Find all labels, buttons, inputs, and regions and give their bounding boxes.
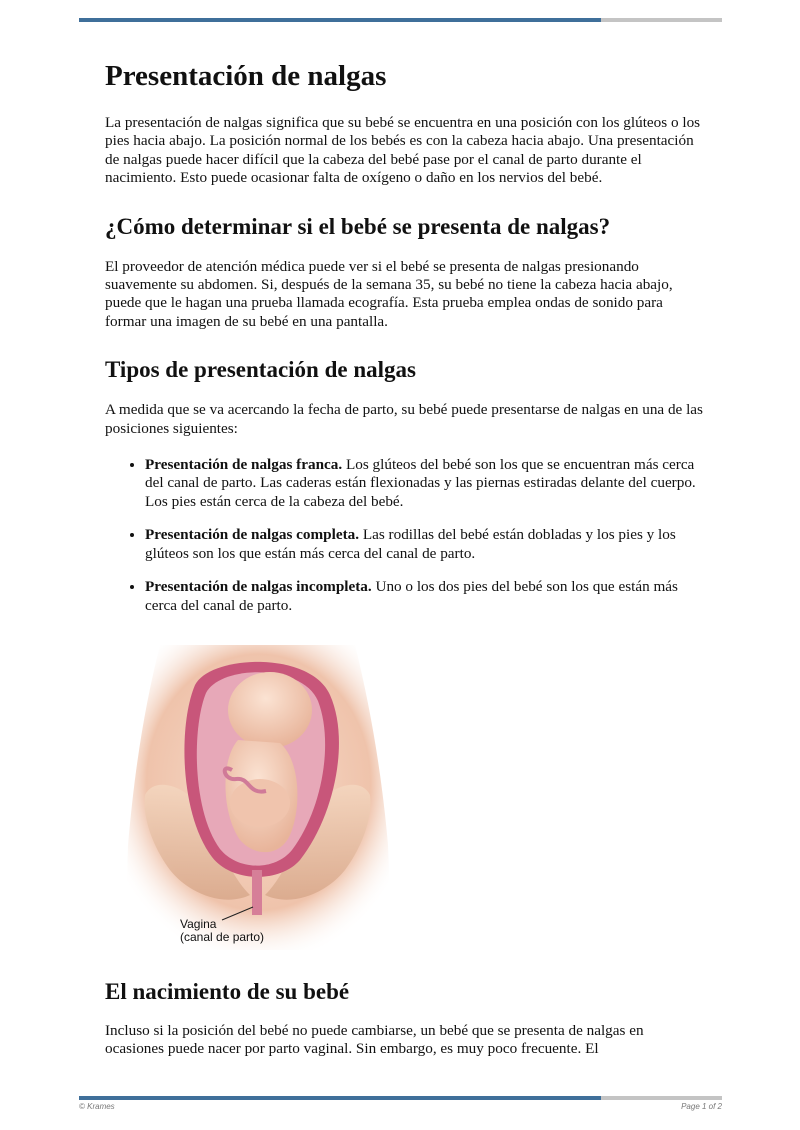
diagnosis-paragraph: El proveedor de atención médica puede ver si el bebé se presenta de nalgas presionando suavemente su abdomen. Si, después de la semana 35, su bebé no tiene la cabeza hacia abajo, puede que le hagan una prueba llamada ecografía. Esta prueba emplea ondas de sonido para formar una imagen de su bebé en una pantalla. [105, 257, 673, 330]
types-list [105, 456, 705, 615]
birth-paragraph: Incluso si la posición del bebé no puede cambiarse, un bebé que se presenta de nalgas en ocasiones puede nacer por parto vaginal. Sin embargo, es muy poco frecuente. El [105, 1022, 644, 1058]
list-item [145, 456, 705, 511]
figure-label-vagina: Vagina [180, 917, 217, 931]
page-title: Presentación de nalgas [105, 60, 387, 92]
breech-illustration [120, 645, 392, 950]
section-heading-birth: El nacimiento de su bebé [105, 979, 350, 1004]
section-heading-diagnosis: ¿Cómo determinar si el bebé se presenta de nalgas? [105, 213, 611, 239]
list-item [145, 526, 705, 563]
baby-head-shape [228, 672, 312, 748]
list-item-desc: Las rodillas del bebé están dobladas y los pies y los glúteos son los que están más cerca del canal de parto. [145, 526, 676, 562]
intro-paragraph: La presentación de nalgas significa que su bebé se encuentra en una posición con los glúteos o los pies hacia abajo. La posición normal de los bebés es con la cabeza hacia abajo. Una presentación de nalgas puede hacer difícil que la cabeza del bebé pase por el canal de parto durante el nacimiento. Esto puede ocasionar falta de oxígeno o daño en los nervios del bebé. [105, 114, 701, 187]
top-progress-bar [79, 18, 722, 22]
bottom-progress-bar [79, 1096, 722, 1100]
figure-label-canal: (canal de parto) [180, 930, 265, 944]
baby-legs-shape [230, 779, 290, 827]
list-item-desc: Uno o los dos pies del bebé son los que están más cerca del canal de parto. [145, 578, 678, 614]
footer-page-number: Page 1 of 2 [681, 1102, 722, 1111]
types-paragraph: A medida que se va acercando la fecha de parto, su bebé puede presentarse de nalgas en una de las posiciones siguientes: [105, 401, 703, 437]
list-item-term: Presentación de nalgas franca. [145, 456, 343, 474]
section-heading-types: Tipos de presentación de nalgas [105, 357, 416, 383]
top-progress-fill [79, 18, 601, 22]
list-item-desc: Los glúteos del bebé son los que se encuentran más cerca del canal de parto. Las caderas están flexionadas y las piernas estiradas delante del cuerpo. Los pies están cerca de la cabeza del bebé. [145, 456, 696, 510]
list-item-term: Presentación de nalgas incompleta. [145, 578, 372, 596]
main-content [105, 58, 705, 630]
bottom-progress-fill [79, 1096, 601, 1100]
vaginal-canal-shape [252, 870, 262, 915]
list-item [145, 578, 705, 615]
footer-copyright: © Krames [79, 1102, 115, 1111]
list-item-term: Presentación de nalgas completa. [145, 526, 360, 544]
